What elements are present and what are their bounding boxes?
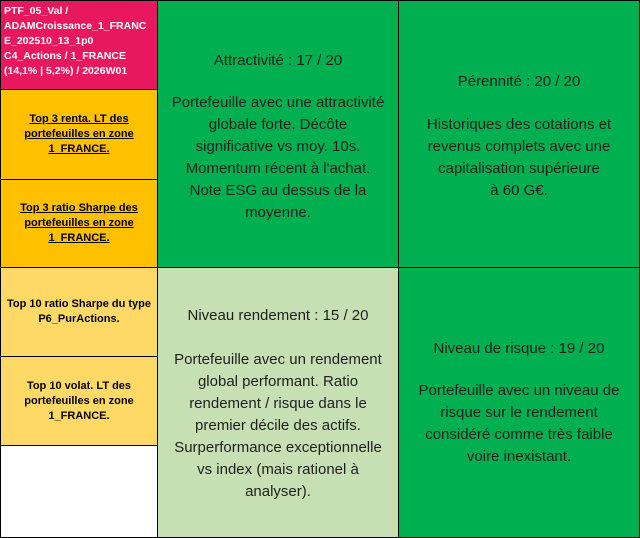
rendement-text-line: Portefeuille avec un rendement [174, 351, 382, 368]
tag-cell-top3-renta [0, 89, 158, 180]
attractivite-text-line: Note ESG au dessus de la [189, 182, 367, 199]
attractivite-text-line: Momentum récent à l'achat. [185, 160, 371, 177]
risque-text-line: Portefeuille avec un niveau de [418, 382, 620, 399]
portfolio-title-line: (14,1% | 5,2%) / 2026W01 [4, 65, 128, 77]
panel-risque [398, 267, 640, 538]
perennite-text-line: Historiques des cotations et [426, 116, 612, 133]
portfolio-title-line: E_202510_13_1p0 [4, 35, 94, 47]
portfolio-title-cell [0, 0, 158, 90]
panel-perennite [398, 0, 640, 268]
rendement-heading: Niveau rendement : 15 / 20 [187, 307, 369, 324]
tag-cell-top10-sharpe [0, 267, 158, 357]
portfolio-title-line: C4_Actions / 1_FRANCE [4, 50, 126, 62]
portfolio-title-line: ADAMCroissance_1_FRANC [4, 20, 147, 32]
perennite-text-line: à 60 G€. [490, 182, 548, 199]
tag-top3-sharpe: Top 3 ratio Sharpe des portefeuilles en zone 1_FRANCE. [20, 202, 138, 244]
rendement-text-line: vs index (mais rationel à [197, 461, 359, 478]
tag-top3-renta: Top 3 renta. LT des portefeuilles en zone 1_FRANCE. [24, 113, 134, 155]
rendement-text-line: global performant. Ratio [197, 373, 359, 390]
rendement-text-line: premier décile des actifs. [195, 417, 361, 434]
risque-text-line: considéré comme très faible [425, 426, 613, 443]
rendement-text-line: Surperformance exceptionnelle [174, 439, 382, 456]
tag-cell-top10-volat [0, 356, 158, 446]
panel-rendement [157, 267, 399, 538]
attractivite-text-line: moyenne. [245, 204, 311, 221]
attractivite-text-line: significative vs moy. 10s. [195, 138, 361, 155]
rendement-text-line: rendement / risque dans le [189, 395, 367, 412]
risque-text-line: risque sur le rendement [440, 404, 598, 421]
empty-cell [0, 445, 158, 538]
attractivite-text-line: Portefeuille avec une attractivité [171, 94, 385, 111]
portfolio-title-line: PTF_05_Val / [4, 5, 69, 17]
risque-heading: Niveau de risque : 19 / 20 [433, 340, 605, 357]
panel-attractivite [157, 0, 399, 268]
attractivite-text-line: globale forte. Décôte [208, 116, 348, 133]
perennite-heading: Pérennité : 20 / 20 [457, 73, 581, 90]
perennite-text-line: capitalisation supérieure [438, 160, 600, 177]
perennite-text-line: revenus complets avec une [427, 138, 611, 155]
risque-text-line: voire inexistant. [466, 448, 572, 465]
rendement-text-line: analyser). [245, 483, 311, 500]
tag-top10-volat: Top 10 volat. LT des portefeuilles en zone 1_FRANCE. [24, 379, 134, 422]
tag-top10-sharpe: Top 10 ratio Sharpe du type P6_PurActions. [6, 298, 152, 325]
tag-cell-top3-sharpe [0, 179, 158, 268]
attractivite-heading: Attractivité : 17 / 20 [213, 52, 343, 69]
